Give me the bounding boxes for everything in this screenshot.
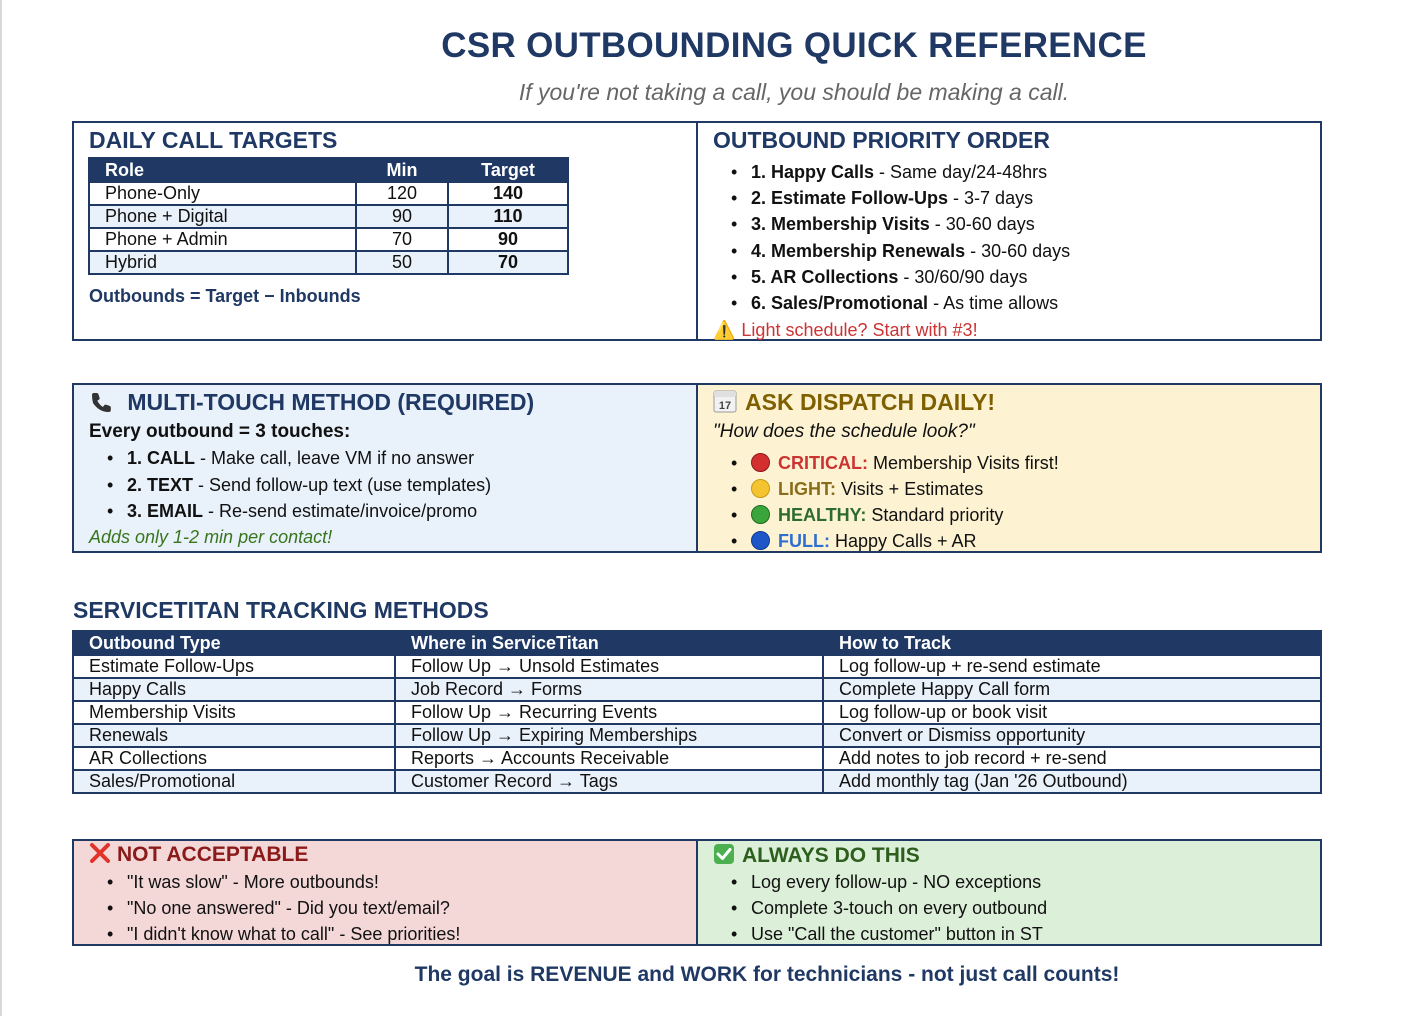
multitouch-lead: Every outbound = 3 touches:	[89, 421, 351, 442]
how-cell: Add notes to job record + re-send	[823, 747, 1321, 770]
list-item: • 2. Estimate Follow-Ups - 3-7 days	[731, 188, 1034, 208]
col-how: How to Track	[823, 631, 1321, 655]
type-cell: Renewals	[73, 724, 395, 747]
table-row	[73, 747, 1321, 770]
multitouch-dispatch-box	[72, 383, 1322, 553]
servicetitan-table	[72, 630, 1322, 794]
light-schedule-warning: ⚠️ Light schedule? Start with #3!	[713, 320, 978, 340]
where-cell: Follow Up → Unsold Estimates	[395, 655, 823, 678]
min-cell: 120	[356, 182, 448, 205]
svg-text:17: 17	[718, 400, 732, 412]
how-cell: Complete Happy Call form	[823, 678, 1321, 701]
check-mark-icon	[713, 843, 735, 865]
role-cell: Phone + Admin	[89, 228, 356, 251]
table-row	[73, 655, 1321, 678]
min-cell: 50	[356, 251, 448, 274]
col-target: Target	[448, 158, 568, 182]
dispatch-panel	[698, 385, 1320, 551]
list-item: • HEALTHY: Standard priority	[731, 505, 1004, 525]
list-item: • 4. Membership Renewals - 30-60 days	[731, 241, 1071, 261]
multitouch-heading: MULTI-TOUCH METHOD (REQUIRED)	[89, 389, 534, 416]
type-cell: Sales/Promotional	[73, 770, 395, 793]
min-cell: 70	[356, 228, 448, 251]
type-cell: Happy Calls	[73, 678, 395, 701]
yellow-circle-icon	[751, 479, 770, 498]
targets-priority-box	[72, 121, 1322, 341]
list-item: • LIGHT: Visits + Estimates	[731, 479, 984, 499]
col-role: Role	[89, 158, 356, 182]
footer-goal: The goal is REVENUE and WORK for technicians - not just call counts!	[414, 963, 1120, 986]
how-cell: Convert or Dismiss opportunity	[823, 724, 1321, 747]
type-cell: Estimate Follow-Ups	[73, 655, 395, 678]
outbounds-formula: Outbounds = Target − Inbounds	[89, 286, 361, 306]
red-circle-icon	[751, 453, 770, 472]
list-item: • 2. TEXT - Send follow-up text (use templates)	[107, 475, 492, 495]
target-cell: 110	[448, 205, 568, 228]
col-outbound-type: Outbound Type	[73, 631, 395, 655]
list-item: • Use "Call the customer" button in ST	[731, 924, 1043, 944]
list-item: • CRITICAL: Membership Visits first!	[731, 453, 1059, 473]
calendar-icon	[713, 389, 737, 413]
daily-targets-panel	[74, 123, 698, 339]
table-row	[89, 205, 568, 228]
not-acceptable-panel	[74, 841, 698, 944]
table-row	[73, 678, 1321, 701]
list-item: • 5. AR Collections - 30/60/90 days	[731, 267, 1028, 287]
target-cell: 70	[448, 251, 568, 274]
where-cell: Job Record → Forms	[395, 678, 823, 701]
table-row	[89, 182, 568, 205]
type-cell: AR Collections	[73, 747, 395, 770]
col-where: Where in ServiceTitan	[395, 631, 823, 655]
col-min: Min	[356, 158, 448, 182]
list-item: • 3. Membership Visits - 30-60 days	[731, 214, 1035, 234]
multitouch-panel	[74, 385, 698, 551]
page-subtitle: If you're not taking a call, you should be making a call.	[518, 79, 1070, 105]
list-item: • "No one answered" - Did you text/email?	[107, 898, 450, 918]
table-row	[89, 251, 568, 274]
list-item: • 1. CALL - Make call, leave VM if no answer	[107, 448, 475, 468]
not-acceptable-heading: NOT ACCEPTABLE	[89, 843, 308, 867]
daily-targets-table	[88, 157, 569, 275]
role-cell: Phone-Only	[89, 182, 356, 205]
phone-icon	[89, 391, 115, 413]
rules-box	[72, 839, 1322, 946]
servicetitan-heading: SERVICETITAN TRACKING METHODS	[73, 597, 489, 623]
blue-circle-icon	[751, 531, 770, 550]
always-panel	[698, 841, 1320, 944]
warning-icon: ⚠️	[713, 320, 736, 340]
where-cell: Reports → Accounts Receivable	[395, 747, 823, 770]
dispatch-heading: 17 ASK DISPATCH DAILY!	[713, 389, 995, 416]
target-cell: 140	[448, 182, 568, 205]
list-item: • Log every follow-up - NO exceptions	[731, 872, 1042, 892]
list-item: • "It was slow" - More outbounds!	[107, 872, 379, 892]
role-cell: Phone + Digital	[89, 205, 356, 228]
page-title: CSR OUTBOUNDING QUICK REFERENCE	[441, 26, 1147, 65]
min-cell: 90	[356, 205, 448, 228]
how-cell: Log follow-up + re-send estimate	[823, 655, 1321, 678]
target-cell: 90	[448, 228, 568, 251]
priority-panel	[698, 123, 1320, 339]
list-item: • 3. EMAIL - Re-send estimate/invoice/promo	[107, 501, 478, 521]
table-row	[73, 770, 1321, 793]
dispatch-question: "How does the schedule look?"	[713, 421, 975, 442]
where-cell: Follow Up → Recurring Events	[395, 701, 823, 724]
table-row	[73, 701, 1321, 724]
where-cell: Customer Record → Tags	[395, 770, 823, 793]
daily-targets-heading: DAILY CALL TARGETS	[89, 127, 338, 153]
how-cell: Add monthly tag (Jan '26 Outbound)	[823, 770, 1321, 793]
type-cell: Membership Visits	[73, 701, 395, 724]
green-circle-icon	[751, 505, 770, 524]
where-cell: Follow Up → Expiring Memberships	[395, 724, 823, 747]
list-item: • 1. Happy Calls - Same day/24-48hrs	[731, 162, 1048, 182]
table-row	[73, 724, 1321, 747]
how-cell: Log follow-up or book visit	[823, 701, 1321, 724]
multitouch-note: Adds only 1-2 min per contact!	[89, 527, 333, 547]
list-item: • FULL: Happy Calls + AR	[731, 531, 977, 551]
page-edge	[0, 0, 2, 1016]
table-row	[89, 228, 568, 251]
list-item: • "I didn't know what to call" - See priorities!	[107, 924, 461, 944]
priority-heading: OUTBOUND PRIORITY ORDER	[713, 127, 1050, 153]
x-mark-icon	[89, 843, 111, 863]
always-heading: ALWAYS DO THIS	[713, 843, 920, 868]
list-item: • Complete 3-touch on every outbound	[731, 898, 1048, 918]
role-cell: Hybrid	[89, 251, 356, 274]
list-item: • 6. Sales/Promotional - As time allows	[731, 293, 1059, 313]
